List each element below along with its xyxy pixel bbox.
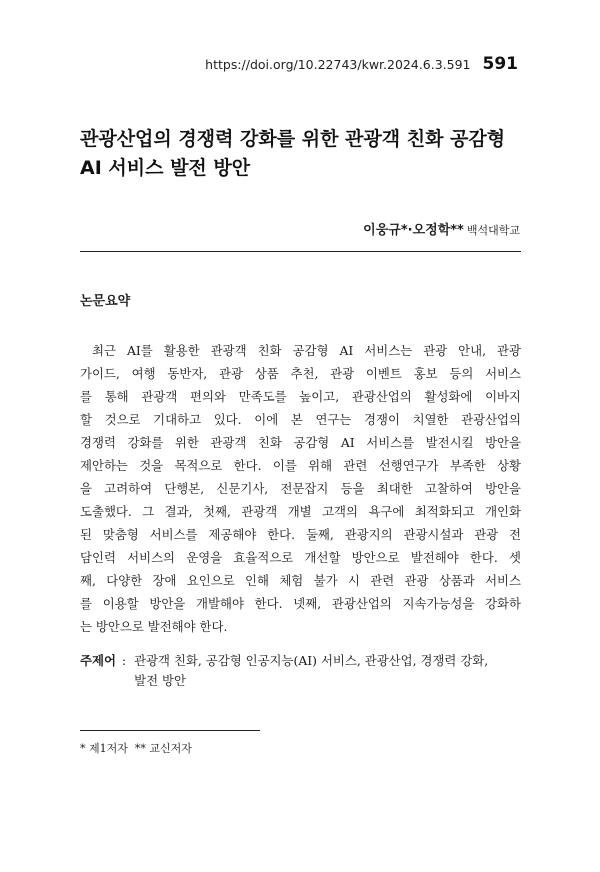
abstract-body (80, 339, 521, 638)
keywords-label: 주제어 (80, 653, 116, 668)
abstract-line: 가이드, 여행 동반자, 관광 상품 추천, 관광 이벤트 홍보 등의 서비스 (80, 366, 521, 381)
abstract-line: 을 고려하여 단행본, 신문기사, 전문잡지 등을 최대한 고찰하여 방안을 (80, 481, 521, 496)
abstract-line: 제안하는 것을 목적으로 한다. 이를 위해 관련 선행연구가 부족한 상황 (80, 458, 521, 473)
abstract-line: 경쟁력 강화를 위한 관광객 친화 공감형 AI 서비스를 발전시킬 방안을 (80, 435, 521, 450)
keywords-colon: : (121, 653, 127, 668)
author-affiliation: 백석대학교 (466, 224, 520, 237)
abstract-line: 담인력 서비스의 운영을 효율적으로 개선할 방안으로 발전해야 한다. 셋 (80, 550, 521, 565)
doi-link[interactable]: https://doi.org/10.22743/kwr.2024.6.3.591 (205, 57, 471, 72)
paper-title (80, 125, 530, 183)
author-line (363, 219, 520, 238)
page-header (205, 54, 518, 74)
abstract-line: 는 방안으로 발전해야 한다. (80, 619, 228, 634)
abstract-line: 도출했다. 그 결과, 첫째, 관광객 개별 고객의 욕구에 최적화되고 개인화 (80, 504, 521, 519)
keywords-block (80, 651, 521, 691)
abstract-line: 를 이용할 방안을 개발해야 한다. 넷째, 관광산업의 지속가능성을 강화하 (80, 596, 521, 611)
header-divider (80, 251, 521, 252)
page-number: 591 (482, 54, 518, 74)
abstract-heading: 논문요약 (80, 294, 131, 309)
title-line: 관광산업의 경쟁력 강화를 위한 관광객 친화 공감형 (80, 128, 506, 150)
abstract-line: 된 맞춤형 서비스를 제공해야 한다. 둘째, 관광지의 관광시설과 관광 전 (80, 527, 521, 542)
keywords-line: 발전 방안 (134, 673, 186, 688)
footnote: * 제1저자 ** 교신저자 (80, 742, 192, 755)
abstract-line: 를 통해 관광객 편의와 만족도를 높이고, 관광산업의 활성화에 이바지 (80, 389, 521, 404)
author-names: 이웅규*·오정학** (363, 223, 464, 238)
abstract-line: 할 것으로 기대하고 있다. 이에 본 연구는 경쟁이 치열한 관광산업의 (80, 412, 521, 427)
abstract-line: 최근 AI를 활용한 관광객 친화 공감형 AI 서비스는 관광 안내, 관광 (92, 343, 521, 358)
title-line: AI 서비스 발전 방안 (80, 157, 251, 179)
keywords-text (134, 651, 488, 691)
keywords-line: 관광객 친화, 공감형 인공지능(AI) 서비스, 관광산업, 경쟁력 강화, (134, 653, 489, 668)
abstract-line: 째, 다양한 장애 요인으로 인해 체험 불가 시 관련 관광 상품과 서비스 (80, 573, 521, 588)
footnote-divider (80, 730, 260, 731)
